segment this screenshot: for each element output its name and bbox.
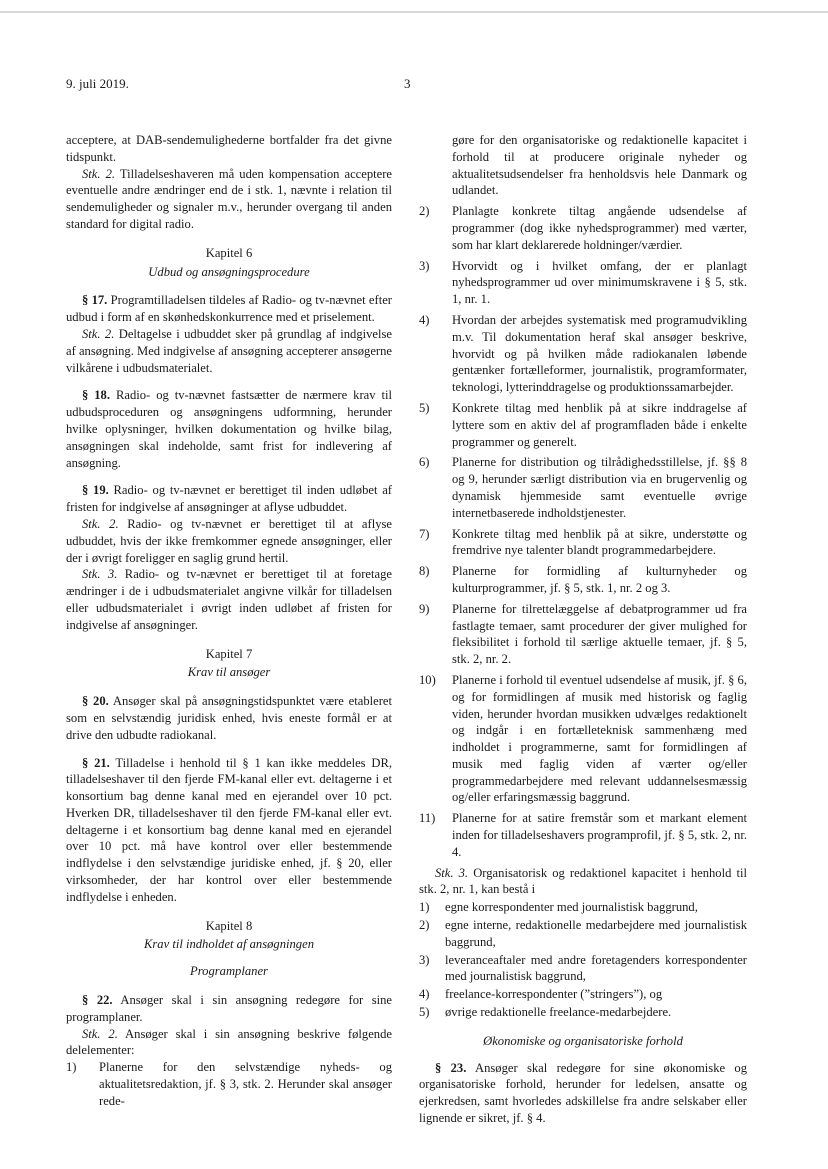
page-number: 3 [404, 76, 411, 91]
section-17: § 17. Programtilladelsen tildeles af Radio- og tv-nævnet efter udbud i form af en skønhedskonkurrence med et priselement. [66, 293, 392, 325]
list-item: 2) Planlagte konkrete tiltag angående udsendelse af programmer (dog ikke nyhedsprogrammer) med værter, som har klart deklarerede holdninger/værdier. [419, 204, 747, 252]
section-subheading: Økonomiske og organisatoriske forhold [483, 1033, 683, 1048]
chapter-subheading: Krav til ansøger [187, 665, 271, 680]
section-21: § 21. Tilladelse i henhold til § 1 kan ikke meddeles DR, tilladelseshaver til den fjerde FM-kanal eller evt. deltagerne i et konsortium bag denne kanal med en ejerandel over 10 pct. Hverken DR, tilladelseshaver til den fjerde FM-kanal eller evt. deltagerne i et konsortium bag denne kanal med en ejerandel over 10 pct. må have kontrol over eller bestemmende indflydelse i den selvstændige juridiske enhed, jf. § 20, eller virksomheder, der har kontrol over eller bestemmende indflydelse i enheden. [66, 755, 393, 904]
section-23: § 23. Ansøger skal redegøre for sine økonomiske og organisatoriske forhold, herunder for ledelsen, ansatte og ejerkredsen, samt hvorledes adskillelse fra andre selskaber eller lignende er sikret, jf. § 4. [419, 1060, 748, 1126]
paragraph: acceptere, at DAB-sendemulighederne bortfalder fra det givne tidspunkt. [66, 133, 392, 164]
section-18: § 18. Radio- og tv-nævnet fastsætter de nærmere krav til udbudsproceduren og ansøgningens udformning, herunder hvilke oplysninger, hvilken dokumentation og hvilke bilag, ansøgningen skal indeholde, samt frist for indlevering af ansøgning. [66, 388, 392, 470]
list-item: 4) freelance-korrespondenter (”stringers”), og [419, 987, 663, 1002]
paragraph: Stk. 2. Radio- og tv-nævnet er berettiget til at aflyse udbuddet, hvis der ikke fremkommer egnede ansøgninger, eller der i øvrigt foreligger en saglig grund hertil. [66, 516, 392, 565]
left-column [66, 132, 392, 1110]
list-item: 10) Planerne i forhold til eventuel udsendelse af musik, jf. § 6, og for formidlingen af musik med historisk og faglig viden, herunder hvordan musikken udvælges redaktionelt og indgår i en fortælleteknisk sammenhæng med indholdet i programmerne, samt for formidlingen af musik med faglig viden af værter og/eller programmedarbejdere med relevant uddannelsesmæssig og/eller erfaringsmæssig baggrund. [419, 672, 747, 805]
list-item-continuation: gøre for den organisatoriske og redaktionelle kapacitet i forhold til at producere originale nyheder og aktualitetsudsendelser fra henholdsvis hele Danmark og udlandet. [452, 133, 747, 198]
paragraph: Stk. 2. Deltagelse i udbuddet sker på grundlag af indgivelse af ansøgning. Med indgivelse af ansøgning accepterer ansøgerne vilkårene i udbudsmaterialet. [66, 326, 392, 375]
header-date: 9. juli 2019. [66, 76, 129, 91]
list-item: 7) Konkrete tiltag med henblik på at sikre, understøtte og fremdrive nye talenter blandt programmedarbejdere. [419, 526, 747, 558]
sub-list [419, 899, 747, 1021]
section-subheading: Programplaner [190, 964, 268, 979]
paragraph: Stk. 2. Ansøger skal i sin ansøgning beskrive følgende delelementer: [66, 1026, 392, 1058]
section-22: § 22. Ansøger skal i sin ansøgning redegøre for sine programplaner. [66, 993, 392, 1024]
list-item: 1) Planerne for den selvstændige nyheds- og aktualitetsredaktion, jf. § 3, stk. 2. Herunder skal ansøger rede- [66, 1060, 392, 1108]
section-20: § 20. Ansøger skal på ansøgningstidspunktet være etableret som en selvstændig juridisk enhed, hvis eneste formål er at drive den udbudte radiokanal. [66, 694, 393, 742]
paragraph: Stk. 3. Radio- og tv-nævnet er berettiget til at foretage ændringer i de i udbudsmaterialet angivne vilkår for tilladelsen eller udbudsmaterialet i øvrigt inden udløbet af fristen for indgivelse af ansøgninger. [66, 567, 392, 632]
numbered-list [419, 203, 747, 860]
list-item: 5) øvrige redaktionelle freelance-medarbejdere. [419, 1005, 672, 1020]
right-column [419, 132, 747, 1127]
chapter-heading: Kapitel 8 [205, 918, 253, 933]
chapter-heading: Kapitel 6 [205, 245, 253, 260]
list-item: 6) Planerne for distribution og tilrådighedsstillelse, jf. §§ 8 og 9, herunder særligt distribution via en brugervenlig og dynamisk hjemmeside samt eventuelle øvrige internetbaserede indholdstjenester. [419, 455, 747, 520]
list-item: 5) Konkrete tiltag med henblik på at sikre inddragelse af lyttere som en aktiv del af programfladen både i enkelte programmer og generelt. [419, 400, 747, 449]
chapter-subheading: Krav til indholdet af ansøgningen [143, 937, 314, 952]
chapter-heading: Kapitel 7 [205, 646, 253, 661]
paragraph: Stk. 3. Organisatorisk og redaktionel kapacitet i henhold til stk. 2, nr. 1, kan bestå i [419, 865, 747, 897]
scan-top-edge [0, 11, 828, 13]
section-19: § 19. Radio- og tv-nævnet er berettiget til inden udløbet af fristen for indgivelse af ansøgninger at aflyse udbuddet. [66, 483, 393, 515]
list-item: 2) egne interne, redaktionelle medarbejdere med journalistisk baggrund, [419, 918, 747, 949]
list-item: 3) leverancеaftaler med andre foretagenders korrespondenter med journalistisk baggrund, [419, 952, 747, 984]
paragraph: Stk. 2. Tilladelseshaveren må uden kompensation acceptere eventuelle andre ændringer end de i stk. 1, nævnte i relation til sendemuligheder og signaler m.v., herunder overgang til anden standard for digital radio. [66, 166, 393, 231]
list-item: 3) Hvorvidt og i hvilket omfang, der er planlagt nyhedsprogrammer ud over minimumskravene i § 5, stk. 1, nr. 1. [419, 258, 747, 307]
chapter-subheading: Udbud og ansøgningsprocedure [148, 264, 310, 279]
list-item: 4) Hvordan der arbejdes systematisk med programudvikling m.v. Til dokumentation heraf skal ansøger beskrive, hvorvidt og på hvilken måde radiokanalen løbende gentænker fortælleformer, journalistik, programformater, teknologi, lytterinddragelse og produktionssamarbejder. [419, 312, 747, 395]
list-item: 1) egne korrespondenter med journalistisk baggrund, [419, 900, 698, 915]
list-item: 11) Planerne for at satire fremstår som et markant element inden for tilladelseshavers programprofil, jf. § 5, stk. 2, nr. 4. [419, 811, 747, 859]
list-item: 9) Planerne for tilrettelæggelse af debatprogrammer ud fra fastlagte temaer, samt procedurer der giver mulighed for fleksibilitet i forhold til særlige aktuelle temaer, jf. § 5, stk. 2, nr. 2. [419, 601, 747, 667]
list-item: 8) Planerne for formidling af kulturnyheder og kulturprogrammer, jf. § 5, stk. 1, nr. 2 og 3. [419, 564, 747, 595]
